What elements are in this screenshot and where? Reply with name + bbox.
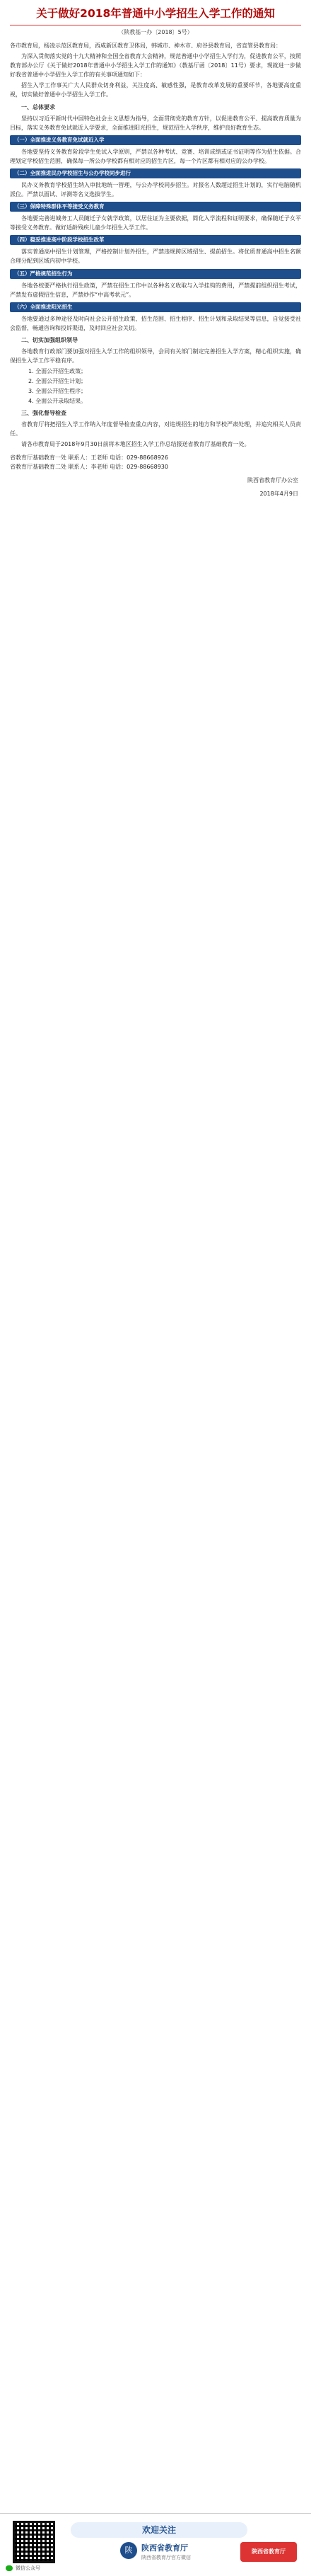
article-body bbox=[10, 41, 301, 498]
addressee: 各市教育局，杨凌示范区教育局，西咸新区教育卫体局，韩城市、神木市、府谷县教育局，省直管县教育局： bbox=[10, 42, 281, 49]
issuer: 陕西省教育厅办公室 bbox=[247, 477, 298, 484]
section-heading-3: 三、强化督导检查 bbox=[21, 410, 66, 417]
subsection-text-2: 民办义务教育学校招生纳入审批地统一管理，与公办学校同步招生。对报名人数超过招生计划的，实行电脑随机派位。严禁以面试、评测等名义选拔学生。 bbox=[10, 181, 301, 198]
contact-block bbox=[10, 453, 301, 471]
qr-code-icon[interactable] bbox=[13, 2521, 55, 2563]
page-title: 关于做好2018年普通中小学招生入学工作的通知 bbox=[10, 6, 301, 25]
app-logo[interactable]: 陕西省教育厅 bbox=[240, 2542, 297, 2562]
subsection-heading-3: （三）保障特殊群体平等接受义务教育 bbox=[10, 202, 301, 212]
wechat-label: 微信公众号 bbox=[16, 2565, 40, 2571]
welcome-banner: 欢迎关注 bbox=[71, 2522, 247, 2538]
subsection-text-4: 落实普通高中招生计划管理，严格控制计划外招生，严禁违规跨区域招生、提前招生。将优质普通高中招生名额合理分配到区域内初中学校。 bbox=[10, 248, 301, 265]
subsection-heading-1: （一）全面推进义务教育免试就近入学 bbox=[10, 135, 301, 145]
contact-line-1: 省教育厅基础教育一处 联系人：王老师 电话：029-88668926 bbox=[10, 454, 168, 462]
wechat-follow-footer bbox=[0, 2513, 311, 2576]
subsection-heading-2: （二）全面推进民办学校招生与公办学校同步进行 bbox=[10, 168, 301, 178]
closing-paragraph: 请各市教育局于2018年9月30日前将本地区招生入学工作总结报送省教育厅基础教育一处。 bbox=[21, 441, 250, 448]
section-heading-1: 一、总体要求 bbox=[21, 103, 55, 110]
subsection-text-1: 各地要坚持义务教育阶段学生免试入学原则，严禁以各种考试、竞赛、培训成绩或证书证明等作为招生依据。合理划定学校招生范围，确保每一所公办学校都有相对应的招生片区，每一个片区都有相对应的公办学校。 bbox=[10, 148, 301, 164]
list-item: 4. 全面公开录取结果。 bbox=[28, 398, 87, 405]
education-logo-icon: 陕 bbox=[120, 2542, 137, 2559]
intro-paragraph-2: 招生入学工作事关广大人民群众切身利益，关注度高、敏感性强，是教育改革发展的重要环节，各地要高度重视，切实做好普通中小学招生入学工作。 bbox=[10, 82, 301, 98]
issue-date: 2018年4月9日 bbox=[259, 491, 298, 498]
list-item: 1. 全面公开招生政策； bbox=[28, 368, 87, 375]
subsection-text-3: 各地要完善进城务工人员随迁子女就学政策，以居住证为主要依据，简化入学流程和证明要求，确保随迁子女平等接受义务教育。做好适龄残疾儿童少年招生入学工作。 bbox=[10, 215, 301, 231]
subsection-heading-4: （四）稳妥推进高中阶段学校招生改革 bbox=[10, 235, 301, 245]
list-item: 2. 全面公开招生计划； bbox=[28, 378, 87, 385]
wechat-icon bbox=[6, 2565, 13, 2571]
wechat-account-subtitle: 陕西省教育厅官方微信 bbox=[141, 2555, 191, 2560]
subsection-text-5: 各地各校要严格执行招生政策，严禁在招生工作中以各种名义收取与入学挂钩的费用，严禁提前组织招生考试，严禁发布虚假招生信息，严禁炒作“中高考状元”。 bbox=[10, 282, 301, 298]
subsection-heading-6: （六）全面推进阳光招生 bbox=[10, 302, 301, 312]
contact-line-2: 省教育厅基础教育二处 联系人：李老师 电话：029-88668930 bbox=[10, 464, 168, 471]
section-3-text: 省教育厅将把招生入学工作纳入年度督导检查重点内容，对违规招生的地方和学校严肃处理，并追究相关人员责任。 bbox=[10, 421, 301, 437]
section-heading-2: 二、切实加强组织领导 bbox=[21, 336, 78, 343]
document-number: （陕教基一办〔2018〕5号） bbox=[118, 29, 193, 35]
subsection-text-6: 各地要通过多种途径及时向社会公开招生政策、招生范围、招生程序、招生计划和录取结果等信息，自觉接受社会监督，畅通咨询和投诉渠道，及时回应社会关切。 bbox=[10, 315, 301, 331]
wechat-account-name: 陕西省教育厅 bbox=[141, 2543, 188, 2553]
section-1-text: 坚持以习近平新时代中国特色社会主义思想为指导，全面贯彻党的教育方针，以促进教育公平、提高教育质量为目标，落实义务教育免试就近入学要求，全面推进阳光招生，规范招生入学秩序，维护良好教育生态。 bbox=[10, 115, 301, 131]
list-item: 3. 全面公开招生程序； bbox=[28, 388, 87, 395]
intro-paragraph-1: 为深入贯彻落实党的十九大精神和全国全省教育大会精神，规范普通中小学招生入学行为，促进教育公平，按照教育部办公厅《关于做好2018年普通中小学招生入学工作的通知》（教基厅函〔2018〕11号）要求，现就进一步做好我省普通中小学招生入学工作的有关事项通知如下： bbox=[10, 53, 301, 79]
subsection-heading-5: （五）严格规范招生行为 bbox=[10, 269, 301, 279]
section-2-text: 各地教育行政部门要加强对招生入学工作的组织领导，会同有关部门制定完善招生入学方案，精心组织实施，确保招生入学工作平稳有序。 bbox=[10, 348, 301, 364]
